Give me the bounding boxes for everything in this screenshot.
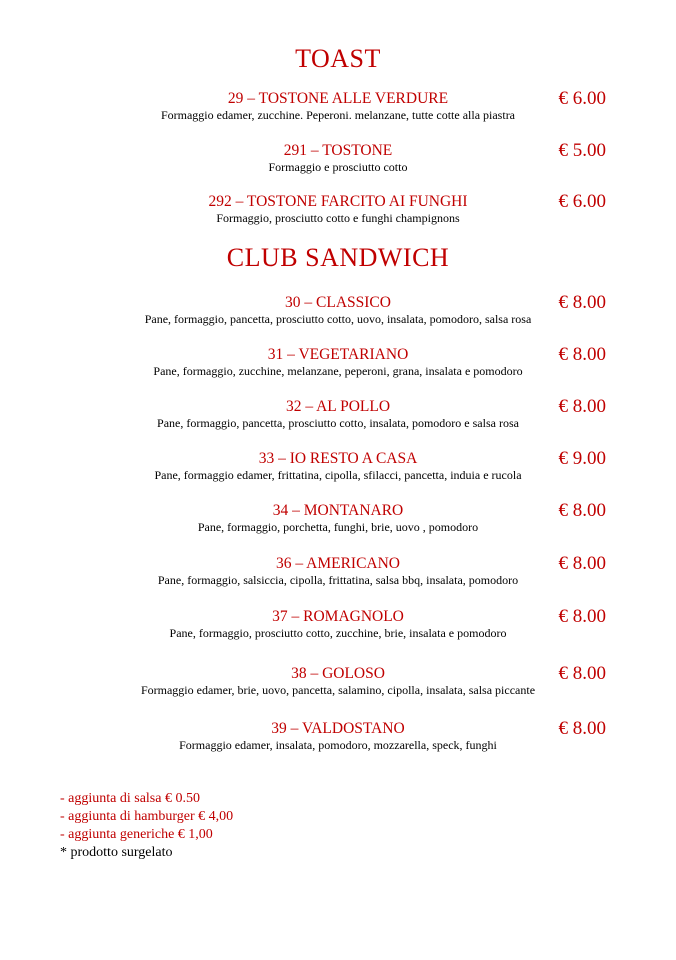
- item-description: Pane, formaggio, pancetta, prosciutto cotto, insalata, pomodoro e salsa rosa: [157, 416, 519, 430]
- item-price: € 8.00: [558, 718, 606, 739]
- item-description: Pane, formaggio, porchetta, funghi, brie, uovo , pomodoro: [197, 520, 479, 534]
- item-description: Pane, formaggio, pancetta, prosciutto cotto, uovo, insalata, pomodoro, salsa rosa: [144, 312, 532, 326]
- item-name: 36 – AMERICANO: [275, 555, 400, 572]
- menu-item: [0, 665, 676, 705]
- item-description: Pane, formaggio, salsiccia, cipolla, frittatina, salsa bbq, insalata, pomodoro: [157, 573, 519, 587]
- item-price: € 5.00: [558, 140, 606, 161]
- section-title-toast: TOAST: [295, 44, 381, 73]
- item-price: € 8.00: [558, 344, 606, 365]
- item-name: 29 – TOSTONE ALLE VERDURE: [227, 90, 449, 107]
- footer-notes: [60, 790, 233, 862]
- menu-item: [0, 90, 676, 130]
- item-name: 30 – CLASSICO: [285, 294, 391, 311]
- menu-item: [0, 502, 676, 542]
- note-surgelato: * prodotto surgelato: [60, 845, 173, 860]
- item-price: € 8.00: [558, 500, 606, 521]
- item-name: 38 – GOLOSO: [291, 665, 385, 682]
- menu-item: [0, 398, 676, 438]
- item-price: € 8.00: [558, 606, 606, 627]
- item-description: Pane, formaggio edamer, frittatina, cipolla, sfilacci, pancetta, induia e rucola: [154, 468, 522, 482]
- item-name: 34 – MONTANARO: [272, 502, 404, 519]
- menu-item: [0, 608, 676, 648]
- item-description: Pane, formaggio, prosciutto cotto, zucchine, brie, insalata e pomodoro: [169, 626, 507, 640]
- menu-item: [0, 720, 676, 760]
- note-hamburger: - aggiunta di hamburger € 4,00: [60, 809, 234, 824]
- menu-item: [0, 346, 676, 386]
- item-description: Formaggio edamer, zucchine. Peperoni. melanzane, tutte cotte alla piastra: [160, 108, 516, 122]
- menu-item: [0, 555, 676, 595]
- item-name: 291 – TOSTONE: [283, 142, 393, 159]
- item-price: € 8.00: [558, 663, 606, 684]
- item-price: € 8.00: [558, 396, 606, 417]
- item-description: Formaggio edamer, brie, uovo, pancetta, salamino, cipolla, insalata, salsa piccante: [140, 683, 536, 697]
- note-generiche: - aggiunta generiche € 1,00: [60, 827, 213, 842]
- item-description: Formaggio, prosciutto cotto e funghi champignons: [216, 211, 460, 225]
- item-price: € 9.00: [558, 448, 606, 469]
- item-price: € 8.00: [558, 292, 606, 313]
- item-name: 37 – ROMAGNOLO: [272, 608, 404, 625]
- item-name: 33 – IO RESTO A CASA: [258, 450, 418, 467]
- item-name: 292 – TOSTONE FARCITO AI FUNGHI: [208, 193, 468, 210]
- item-name: 31 – VEGETARIANO: [267, 346, 409, 363]
- item-description: Pane, formaggio, zucchine, melanzane, peperoni, grana, insalata e pomodoro: [153, 364, 523, 378]
- menu-item: [0, 193, 676, 233]
- note-salsa: - aggiunta di salsa € 0.50: [60, 791, 200, 806]
- menu-item: [0, 294, 676, 334]
- item-price: € 6.00: [558, 191, 606, 212]
- menu-item: [0, 450, 676, 490]
- item-description: Formaggio edamer, insalata, pomodoro, mozzarella, speck, funghi: [179, 738, 497, 752]
- item-price: € 8.00: [558, 553, 606, 574]
- item-name: 39 – VALDOSTANO: [271, 720, 405, 737]
- section-title-club-sandwich: CLUB SANDWICH: [226, 243, 450, 272]
- item-description: Formaggio e prosciutto cotto: [268, 160, 408, 174]
- item-name: 32 – AL POLLO: [285, 398, 391, 415]
- item-price: € 6.00: [558, 88, 606, 109]
- menu-item: [0, 142, 676, 182]
